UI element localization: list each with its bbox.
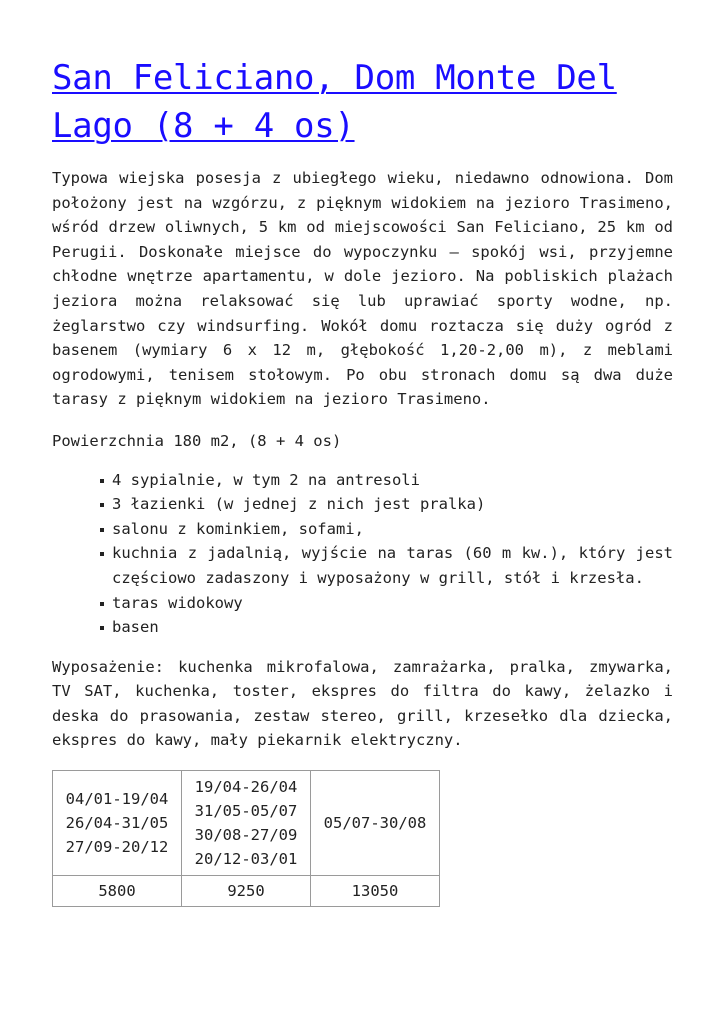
table-row <box>53 771 440 876</box>
intro-paragraph: Typowa wiejska posesja z ubiegłego wieku, niedawno odnowiona. Dom położony jest na wzgórzu, z pięknym widokiem na jezioro Trasimeno, wśród drzew oliwnych, 5 km od miejscowości San Feliciano, 25 km od Perugii. Doskonałe miejsce do wypoczynku – spokój wsi, przyjemne chłodne wnętrze apartamentu, w dole jezioro. Na pobliskich plażach jeziora można relaksować się lub uprawiać sporty wodne, np. żeglarstwo czy windsurfing. Wokół domu roztacza się duży ogród z basenem (wymiary 6 x 12 m, głębokość 1,20-2,00 m), z meblami ogrodowymi, tenisem stołowym. Po obu stronach domu są dwa duże tarasy z pięknym widokiem na jezioro Trasimeno. <box>52 169 673 409</box>
bullet-icon <box>100 479 104 483</box>
bullet-icon <box>100 503 104 507</box>
list-item: 4 sypialnie, w tym 2 na antresoli <box>100 468 673 493</box>
features-list <box>52 468 673 640</box>
area-paragraph: Powierzchnia 180 m2, (8 + 4 os) <box>52 431 342 450</box>
bullet-icon <box>100 626 104 630</box>
document-page <box>52 0 673 907</box>
price-cell: 9250 <box>182 876 311 907</box>
bullet-icon <box>100 552 104 556</box>
price-cell: 13050 <box>311 876 440 907</box>
period-cell: 04/01-19/04 26/04-31/05 27/09-20/12 <box>53 771 182 876</box>
title-link[interactable]: San Feliciano, Dom Monte Del Lago (8 + 4 os) <box>52 58 617 146</box>
list-item: basen <box>100 615 673 640</box>
equipment-paragraph: Wyposażenie: kuchenka mikrofalowa, zamrażarka, pralka, zmywarka, TV SAT, kuchenka, toster, ekspres do filtra do kawy, żelazko i deska do prasowania, zestaw stereo, grill, krzesełko dla dziecka, ekspres do kawy, mały piekarnik elektryczny. <box>52 657 673 750</box>
list-item: kuchnia z jadalnią, wyjście na taras (60 m kw.), który jest częściowo zadaszony i wyposażony w grill, stół i krzesła. <box>100 541 673 590</box>
bullet-icon <box>100 602 104 606</box>
list-item: salonu z kominkiem, sofami, <box>100 517 673 542</box>
page-title <box>52 54 673 150</box>
period-cell: 19/04-26/04 31/05-05/07 30/08-27/09 20/12-03/01 <box>182 771 311 876</box>
bullet-icon <box>100 528 104 532</box>
price-cell: 5800 <box>53 876 182 907</box>
table-row <box>53 876 440 907</box>
price-table <box>52 770 440 907</box>
list-item: taras widokowy <box>100 591 673 616</box>
list-item: 3 łazienki (w jednej z nich jest pralka) <box>100 492 673 517</box>
period-cell: 05/07-30/08 <box>311 771 440 876</box>
